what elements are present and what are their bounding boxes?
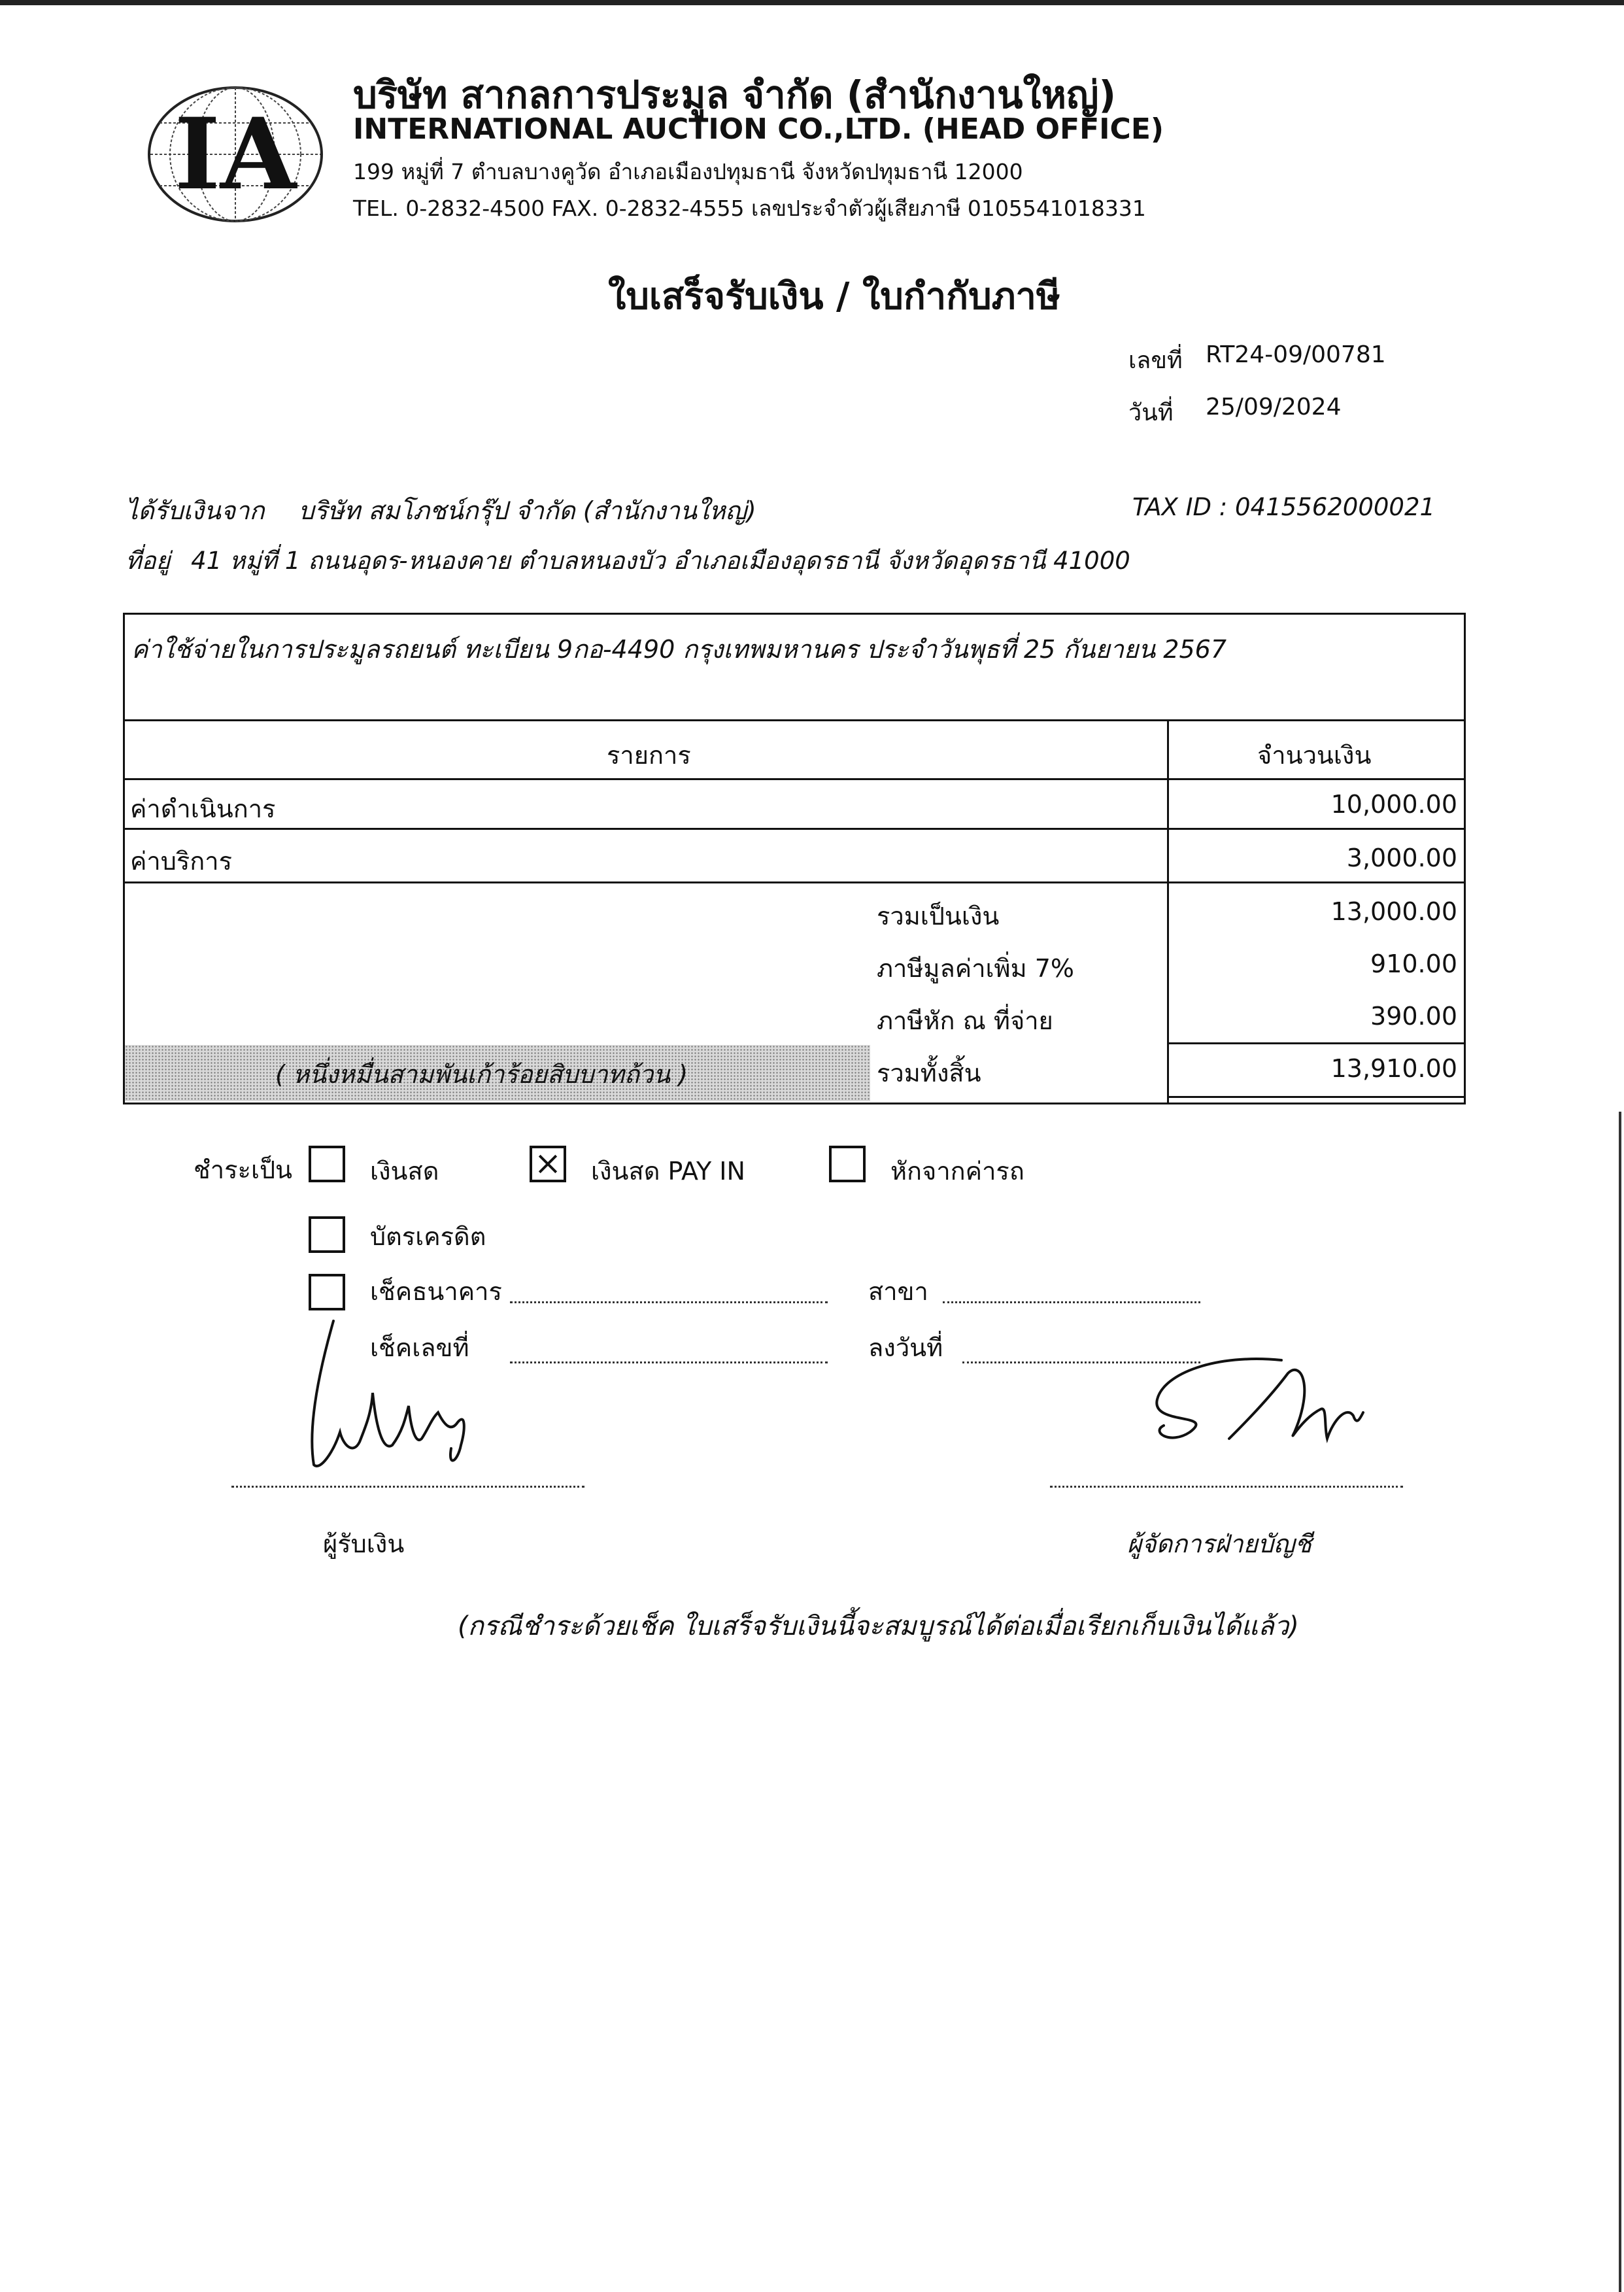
amount-in-words: ( หนึ่งหมื่นสามพันเก้าร้อยสิบบาทถ้วน ) (275, 1060, 688, 1089)
company-name-en: INTERNATIONAL AUCTION CO.,LTD. (HEAD OFFICE) (353, 112, 1164, 146)
manager-signature-icon (1138, 1347, 1399, 1478)
table-description: ค่าใช้จ่ายในการประมูลรถยนต์ ทะเบียน 9กอ-4490 กรุงเทพมหานคร ประจำวันพุธที่ 25 กันยายน 2567 (131, 635, 1227, 664)
address-label: ที่อยู่ (126, 547, 171, 575)
customer-address-row (126, 541, 1130, 580)
checkbox-credit-card[interactable] (309, 1216, 345, 1253)
received-from-label: ได้รับเงินจาก (126, 496, 265, 525)
summary-amount: 390.00 (1370, 1002, 1457, 1031)
manager-signature-line[interactable] (1050, 1486, 1403, 1488)
doc-number-label: เลขที่ (1128, 347, 1183, 374)
receiver-label: ผู้รับเงิน (323, 1530, 405, 1558)
option-bank-cheque-label: เช็คธนาคาร (370, 1277, 502, 1306)
bank-field-line[interactable] (510, 1301, 828, 1303)
option-deduct-label: หักจากค่ารถ (890, 1157, 1024, 1186)
customer-name: บริษัท สมโภชน์กรุ๊ป จำกัด (สำนักงานใหญ่) (298, 496, 756, 525)
cheque-date-label: ลงวันที่ (868, 1333, 943, 1362)
divider (125, 778, 1464, 780)
top-border (0, 0, 1624, 5)
divider (1167, 719, 1169, 1103)
summary-amount: 13,000.00 (1330, 897, 1457, 926)
receiver-signature-icon (294, 1314, 503, 1478)
option-cash-label: เงินสด (370, 1157, 439, 1186)
divider (125, 719, 1464, 721)
company-name-th: บริษัท สากลการประมูล จำกัด (สำนักงานใหญ่) (353, 73, 1116, 117)
header-amount: จำนวนเงิน (1257, 741, 1372, 770)
divider (125, 881, 1464, 883)
summary-label: ภาษีมูลค่าเพิ่ม 7% (877, 954, 1074, 983)
customer-address: 41 หมู่ที่ 1 ถนนอุดร-หนองคาย ตำบลหนองบัว อำเภอเมืองอุดรธานี จังหวัดอุดรธานี 41000 (191, 547, 1130, 575)
checkbox-deduct-from-car[interactable] (829, 1146, 866, 1182)
table-row-item: ค่าบริการ (130, 847, 233, 876)
header-item: รายการ (607, 741, 691, 770)
divider (1167, 1096, 1464, 1098)
cheque-number-line[interactable] (510, 1361, 828, 1363)
document-title: ใบเสร็จรับเงิน / ใบกำกับภาษี (608, 275, 1060, 318)
checkbox-cash[interactable] (309, 1146, 345, 1182)
grand-total-label: รวมทั้งสิ้น (877, 1059, 981, 1087)
company-address: 199 หมู่ที่ 7 ตำบลบางคูวัด อำเภอเมืองปทุมธานี จังหวัดปทุมธานี 12000 (353, 159, 1023, 184)
logo-letters: IA (174, 97, 297, 212)
doc-number: RT24-09/00781 (1206, 341, 1386, 368)
company-logo-icon (145, 84, 326, 225)
divider (125, 828, 1464, 830)
cheque-number-label: เช็คเลขที่ (370, 1333, 469, 1362)
payment-label: ชำระเป็น (194, 1155, 293, 1184)
received-from-row (126, 490, 756, 530)
customer-tax-id: TAX ID : 0415562000021 (1132, 493, 1436, 521)
summary-label: ภาษีหัก ณ ที่จ่าย (877, 1006, 1053, 1035)
summary-amount: 910.00 (1370, 949, 1457, 978)
grand-total-amount: 13,910.00 (1330, 1054, 1457, 1083)
table-row-item: ค่าดำเนินการ (130, 795, 276, 823)
items-table (123, 613, 1466, 1104)
doc-date: 25/09/2024 (1206, 394, 1342, 420)
company-contact: TEL. 0-2832-4500 FAX. 0-2832-4555 เลขประจำตัวผู้เสียภาษี 0105541018331 (353, 196, 1146, 221)
option-credit-card-label: บัตรเครดิต (370, 1222, 486, 1251)
footnote: (กรณีชำระด้วยเช็ค ใบเสร็จรับเงินนี้จะสมบูรณ์ได้ต่อเมื่อเรียกเก็บเงินได้แล้ว) (458, 1611, 1299, 1641)
checkbox-cash-payin[interactable] (530, 1146, 566, 1182)
branch-field-line[interactable] (943, 1301, 1200, 1303)
table-row-amount: 3,000.00 (1346, 844, 1457, 872)
doc-date-label: วันที่ (1128, 400, 1174, 426)
receiver-signature-line[interactable] (231, 1486, 584, 1488)
table-row-amount: 10,000.00 (1330, 790, 1457, 819)
divider (1167, 1042, 1464, 1044)
branch-label: สาขา (868, 1277, 928, 1306)
option-cash-payin-label: เงินสด PAY IN (591, 1157, 745, 1186)
manager-label: ผู้จัดการฝ่ายบัญชี (1127, 1530, 1312, 1558)
checkbox-bank-cheque[interactable] (309, 1274, 345, 1310)
summary-label: รวมเป็นเงิน (877, 902, 1000, 931)
scan-edge (1619, 1112, 1621, 2292)
